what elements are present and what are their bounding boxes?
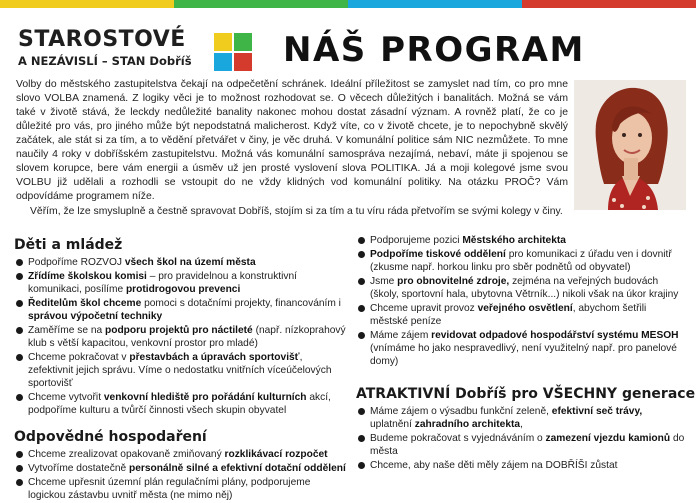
page-title: NÁŠ PROGRAM <box>283 30 585 70</box>
list-item: Chceme upravit provoz veřejného osvětlení, abychom šetřili městské peníze <box>356 302 686 328</box>
intro-paragraph-2: Věřím, že lze smysluplně a čestně spravovat Dobříš, stojím si za tím a tu víru ráda přetvořím se svými kolegy v činy. <box>30 206 563 217</box>
list-item: Máme zájem o výsadbu funkční zeleně, efektivní seč trávy, uplatnění zahradního architekta, <box>356 405 686 431</box>
intro-text <box>16 78 568 219</box>
section-title-atraktivni: ATRAKTIVNÍ Dobříš pro VŠECHNY generace <box>356 386 696 402</box>
list-item: Zřídíme školskou komisi – pro pravidelnou a konstruktivní komunikaci, posílíme protidrogovou prevenci <box>14 270 346 296</box>
list-item: Budeme pokračovat s vyjednáváním o zamezení vjezdu kamionů do města <box>356 432 686 458</box>
list-item: Máme zájem revidovat odpadové hospodářství systému MESOH (vnímáme ho jako nespravedlivý, není využitelný např. pro panelové domy) <box>356 329 686 368</box>
list-item: Zaměříme se na podporu projektů pro náctileté (např. nízkoprahový klub s větší kapacitou, venkovní prostor pro mladé) <box>14 324 346 350</box>
list-item: Podpoříme ROZVOJ všech škol na území města <box>14 256 346 269</box>
list-item: Chceme pokračovat v přestavbách a úpravách sportovišť, zefektivnit jejich správu. Víme o nedostatku vnitřních víceúčelových sportovišť <box>14 351 346 390</box>
logo-main-text: STAROSTOVÉ <box>18 27 186 52</box>
section-title-deti: Děti a mládež <box>14 237 123 253</box>
color-bar-blue <box>348 0 522 8</box>
list-item: Chceme, aby naše děti měly zájem na DOBŘÍŠI zůstat <box>356 459 686 472</box>
color-bar-red <box>522 0 696 8</box>
right-column <box>356 234 696 473</box>
atraktivni-list <box>356 405 686 472</box>
color-bar-green <box>174 0 348 8</box>
list-item: Podporujeme pozici Městského architekta <box>356 234 686 247</box>
deti-list <box>14 256 346 417</box>
list-item: Podpoříme tiskové oddělení pro komunikaci z úřadu ven i dovnitř (zkusme např. horkou linku pro sběr podnětů od obyvatel) <box>356 248 686 274</box>
logo-sub-text: A NEZÁVISLÍ – STAN Dobříš <box>18 54 192 68</box>
list-item: Ředitelům škol chceme pomoci s dotačními projekty, financováním i správou výpočetní techniky <box>14 297 346 323</box>
left-column <box>14 236 346 503</box>
section-title-hospodareni: Odpovědné hospodaření <box>14 429 207 445</box>
candidate-portrait-icon <box>574 80 686 210</box>
list-item: Chceme upřesnit územní plán regulačními plány, podporujeme logickou zástavbu uvnitř města (ne mimo něj) <box>14 476 346 502</box>
list-item: Chceme vytvořit venkovní hlediště pro pořádání kulturních akcí, podpoříme kulturu a tvůrčí činnosti všech skupin obyvatel <box>14 391 346 417</box>
stan-logo <box>18 28 192 68</box>
mesto-list <box>356 234 686 368</box>
color-bar-yellow <box>0 0 174 8</box>
candidate-photo <box>574 80 686 210</box>
logo-squares-icon <box>214 33 252 71</box>
list-item: Jsme pro obnovitelné zdroje, zejména na veřejných budovách (školy, sportovní hala, ubytovna Větrník...) nikoli však na úkor krajiny <box>356 275 686 301</box>
list-item: Chceme zrealizovat opakovaně zmiňovaný rozklikávací rozpočet <box>14 448 346 461</box>
list-item: Vytvoříme dostatečně personálně silné a efektivní dotační oddělení <box>14 462 346 475</box>
color-bar <box>0 0 696 8</box>
intro-paragraph-1: Volby do městského zastupitelstva čekají na odpečetění schránek. Ideální příležitost se zamyslet nad tím, co pro mne slovo VOLBA znamená. Z logiky věci je to možnost rozhodovat se. O věcech důležitých i banalitách. Možná se vám také v životě stává, že leckdy nedůležité banality nakonec mohou dostat zásadní význam. A rovněž platí, že co je důležité pro vás, pro jiného může být nepodstatná malicherost. Když víte, co v životě chcete, je to nepochybně skvělý začátek, ale stát si za tím, a to vědění přetvářet v činy, je věc druhá. V komunální politice sám NIC nezmůžete. To mne naučily 4 roky v dobříšském zastupitelstvu. Možná vás komunální samospráva nezajímá, nebaví, máte ji spojenou se slovem korupce, bere vám energii a úsměv už jen prosté vyslovení slova POLITIKA. Já a moji kolegové jsme svou VOLBU již udělali a rozhodli se vstoupit do ne vždy klidných vod komunální politiky. Na otázku PROČ? Vám odpovídáme programem níže. <box>16 79 568 202</box>
